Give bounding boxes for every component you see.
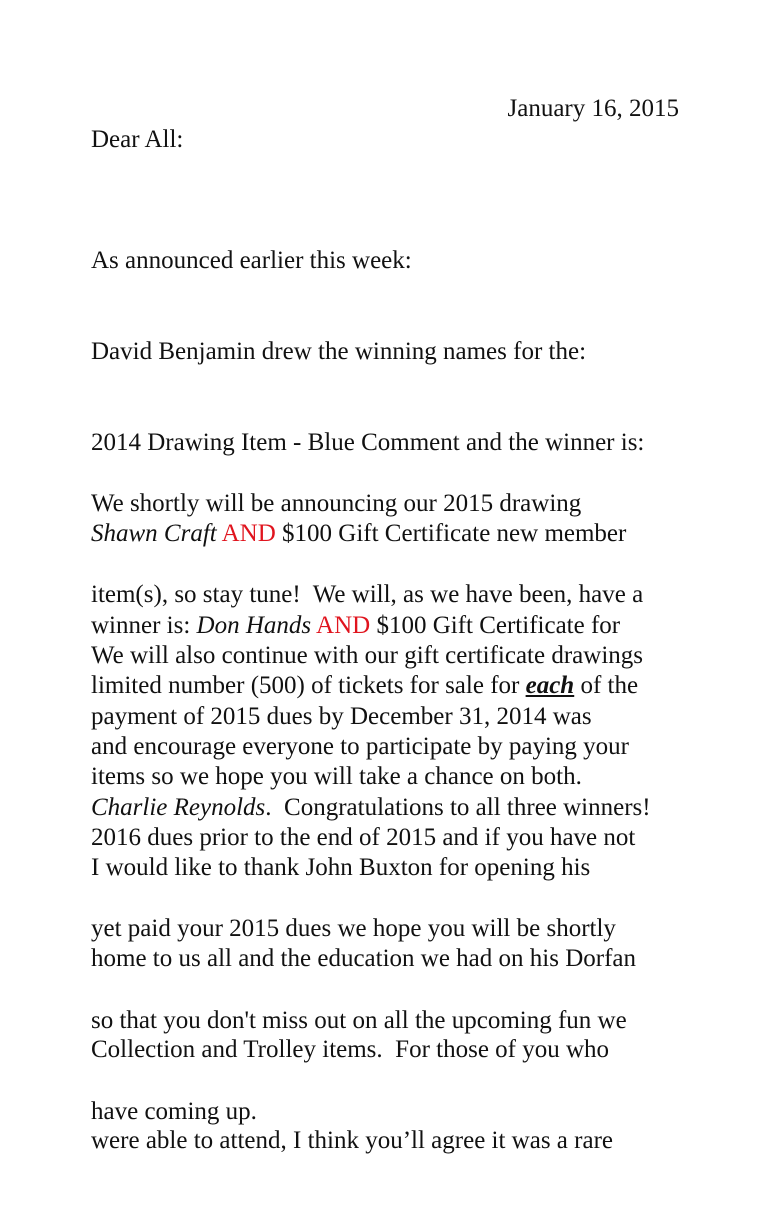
- letter-date: January 16, 2015: [507, 95, 679, 122]
- text-line: We will also continue with our gift certificate drawings: [91, 641, 643, 669]
- paragraph-thanks: [91, 792, 691, 1218]
- text-fragment: limited number (500) of tickets for sale for: [91, 672, 526, 700]
- winner-name: Don Hands: [196, 611, 312, 639]
- text-fragment: of the: [574, 672, 639, 700]
- text-line: Collection and Trolley items. For those of you who: [91, 1036, 610, 1064]
- text-line: payment of 2015 dues by December 31, 2014 was: [91, 702, 592, 730]
- text-line: As announced earlier this week:: [91, 246, 412, 274]
- text-line: David Benjamin drew the winning names for the:: [91, 338, 587, 366]
- winner-name: Shawn Craft: [91, 520, 217, 548]
- text-line: have coming up.: [91, 1097, 257, 1125]
- salutation: Dear All:: [91, 126, 184, 153]
- text-line: items so we hope you will take a chance on both.: [91, 763, 582, 791]
- text-line: I would like to thank John Buxton for opening his: [91, 853, 591, 881]
- text-line: 2014 Drawing Item - Blue Comment and the winner is:: [91, 429, 645, 457]
- text-fragment: $100 Gift Certificate for: [370, 611, 621, 639]
- text-line: home to us all and the education we had on his Dorfan: [91, 945, 636, 973]
- emphasis-each: each: [525, 672, 575, 700]
- text-line: and encourage everyone to participate by paying your: [91, 733, 629, 761]
- and-highlight: AND: [316, 611, 371, 639]
- text-line: We shortly will be announcing our 2015 drawing: [91, 489, 582, 517]
- text-line: 2016 dues prior to the end of 2015 and if you have not: [91, 824, 636, 852]
- text-line: yet paid your 2015 dues we hope you will be shortly: [91, 915, 616, 943]
- text-fragment: $100 Gift Certificate new member: [275, 520, 627, 548]
- text-line: were able to attend, I think you’ll agree it was a rare: [91, 1127, 613, 1155]
- winner-name: Charlie Reynolds: [91, 794, 266, 822]
- text-fragment: winner is:: [91, 611, 197, 639]
- text-fragment: . Congratulations to all three winners!: [265, 794, 651, 822]
- and-highlight: AND: [221, 520, 276, 548]
- text-line: item(s), so stay tune! We will, as we have been, have a: [91, 581, 644, 609]
- text-line: so that you don't miss out on all the upcoming fun we: [91, 1006, 627, 1034]
